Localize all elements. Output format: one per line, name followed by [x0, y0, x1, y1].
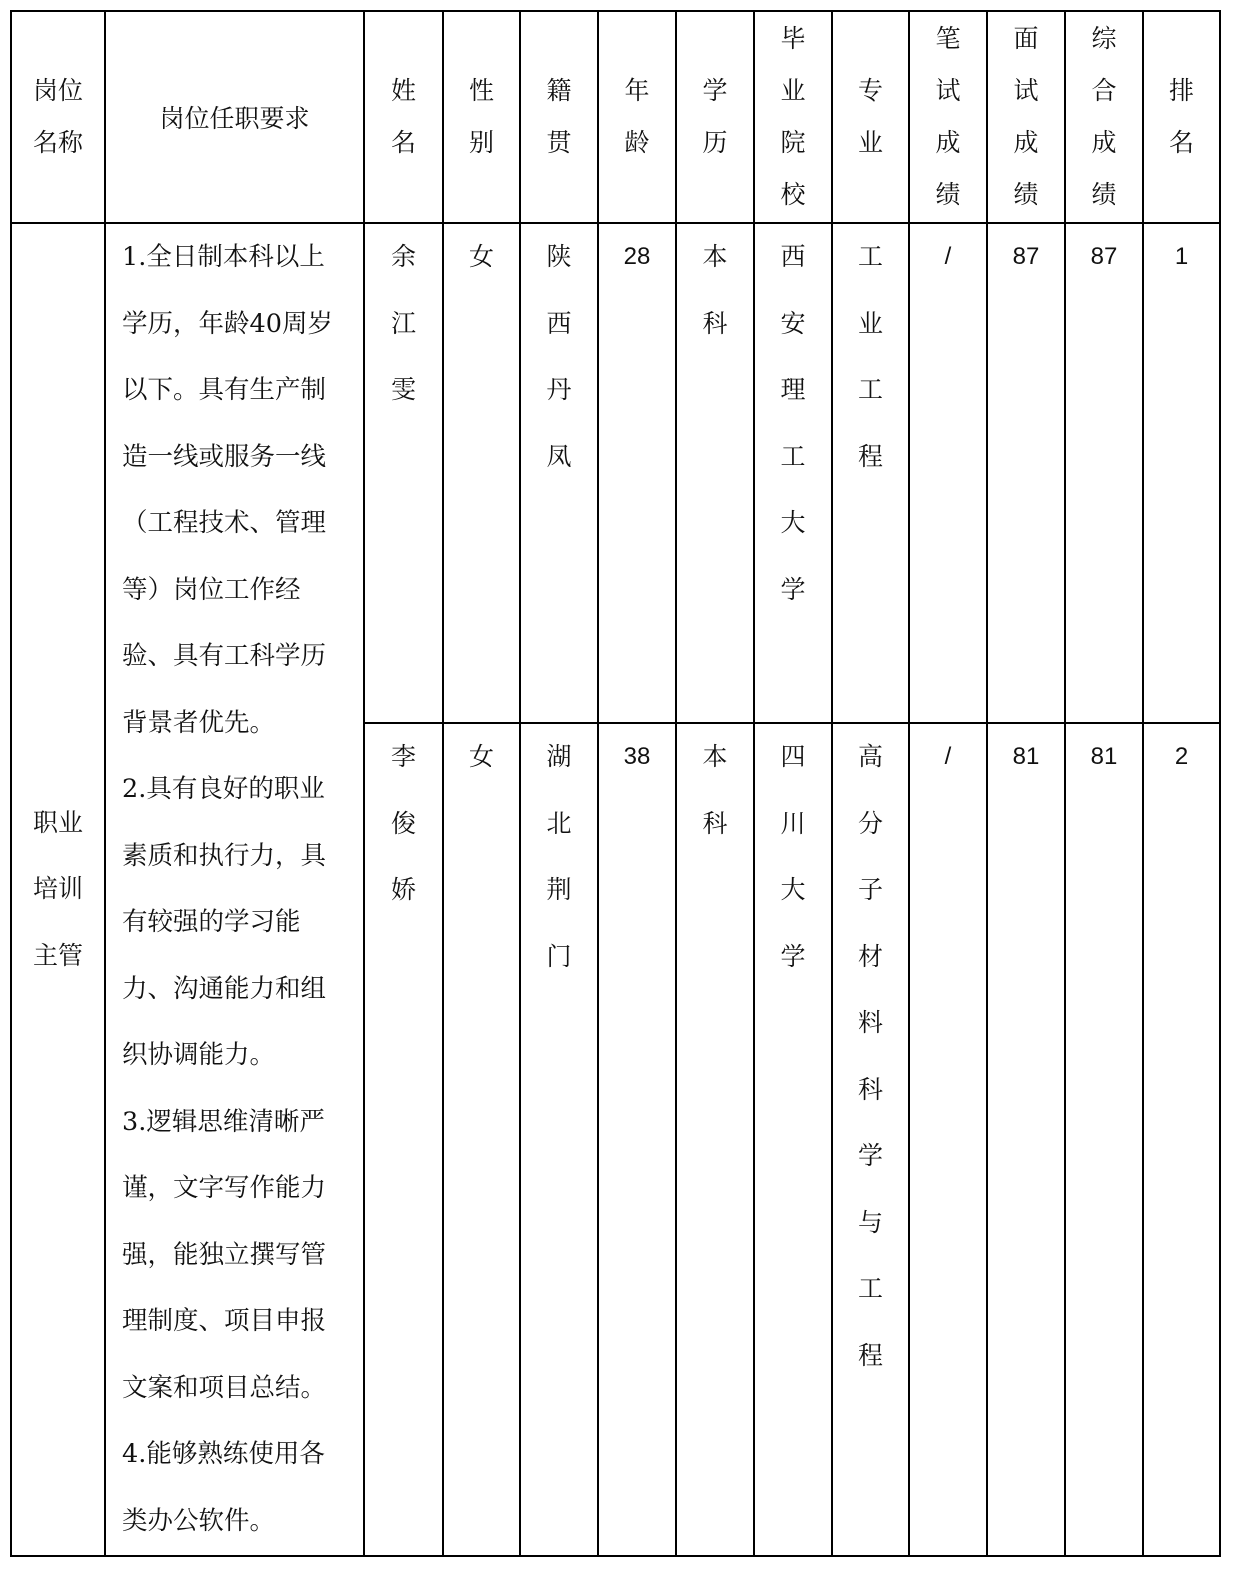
header-rank-label: 排名 — [1168, 76, 1194, 157]
position-cell — [11, 223, 105, 1556]
candidate-school: 西安理工大学 — [780, 242, 806, 604]
header-requirements-label: 岗位任职要求 — [159, 104, 310, 133]
header-school — [754, 11, 832, 223]
candidate-education: 本科 — [702, 742, 728, 838]
header-name — [364, 11, 443, 223]
total-score-cell: 87 — [1065, 223, 1143, 723]
education-cell — [676, 723, 754, 1556]
major-cell — [832, 723, 909, 1556]
header-position — [11, 11, 105, 223]
gender-cell — [443, 223, 520, 723]
interview-score-cell: 87 — [987, 223, 1065, 723]
age-cell: 38 — [598, 723, 676, 1556]
header-major-label: 专业 — [857, 76, 883, 157]
requirement-item: 3.逻辑思维清晰严谨，文字写作能力强，能独立撰写管理制度、项目申报文案和项目总结。 — [122, 1106, 327, 1403]
candidate-school: 四川大学 — [780, 742, 806, 971]
school-cell — [754, 223, 832, 723]
hometown-cell — [520, 723, 598, 1556]
header-major — [832, 11, 909, 223]
header-total-score-label: 综合成绩 — [1091, 24, 1117, 209]
requirements-cell — [105, 223, 364, 1556]
name-cell — [364, 723, 443, 1556]
candidate-major: 高分子材料科学与工程 — [857, 742, 883, 1370]
candidate-hometown: 湖北荆门 — [546, 742, 572, 971]
gender-cell — [443, 723, 520, 1556]
header-interview-score — [987, 11, 1065, 223]
candidate-education: 本科 — [702, 242, 728, 338]
header-gender-label: 性别 — [468, 76, 494, 157]
header-hometown — [520, 11, 598, 223]
written-score-cell: / — [909, 723, 987, 1556]
header-interview-score-label: 面试成绩 — [1013, 24, 1039, 209]
rank-cell: 1 — [1143, 223, 1220, 723]
header-rank — [1143, 11, 1220, 223]
header-education-label: 学历 — [702, 76, 728, 157]
header-hometown-label: 籍贯 — [546, 76, 572, 157]
candidate-name: 李俊娇 — [390, 742, 416, 904]
education-cell — [676, 223, 754, 723]
total-score-cell: 81 — [1065, 723, 1143, 1556]
candidate-gender: 女 — [468, 242, 494, 271]
header-written-score-label: 笔试成绩 — [935, 24, 961, 209]
requirement-item: 2.具有良好的职业素质和执行力，具有较强的学习能力、沟通能力和组织协调能力。 — [122, 774, 327, 1070]
header-education — [676, 11, 754, 223]
rank-cell: 2 — [1143, 723, 1220, 1556]
table-row — [11, 223, 1220, 723]
header-school-label: 毕业院校 — [780, 24, 806, 209]
position-label: 职业培训主管 — [32, 807, 83, 970]
header-age-label: 年龄 — [624, 76, 650, 157]
candidate-ranking-table — [10, 10, 1221, 1557]
header-requirements — [105, 11, 364, 223]
candidate-name: 余江雯 — [390, 242, 416, 404]
header-row — [11, 11, 1220, 223]
header-total-score — [1065, 11, 1143, 223]
major-cell — [832, 223, 909, 723]
name-cell — [364, 223, 443, 723]
school-cell — [754, 723, 832, 1556]
candidate-gender: 女 — [468, 742, 494, 771]
hometown-cell — [520, 223, 598, 723]
requirement-item: 1.全日制本科以上学历，年龄40周岁以下。具有生产制造一线或服务一线（工程技术、管理等）岗位工作经验、具有工科学历背景者优先。 — [122, 242, 333, 738]
requirement-item: 4.能够熟练使用各类办公软件。 — [122, 1439, 325, 1536]
header-age — [598, 11, 676, 223]
interview-score-cell: 81 — [987, 723, 1065, 1556]
header-position-label: 岗位名称 — [32, 76, 83, 157]
candidate-major: 工业工程 — [857, 242, 883, 471]
age-cell: 28 — [598, 223, 676, 723]
header-gender — [443, 11, 520, 223]
written-score-cell: / — [909, 223, 987, 723]
candidate-hometown: 陕西丹凤 — [546, 242, 572, 471]
header-name-label: 姓名 — [390, 76, 416, 157]
header-written-score — [909, 11, 987, 223]
